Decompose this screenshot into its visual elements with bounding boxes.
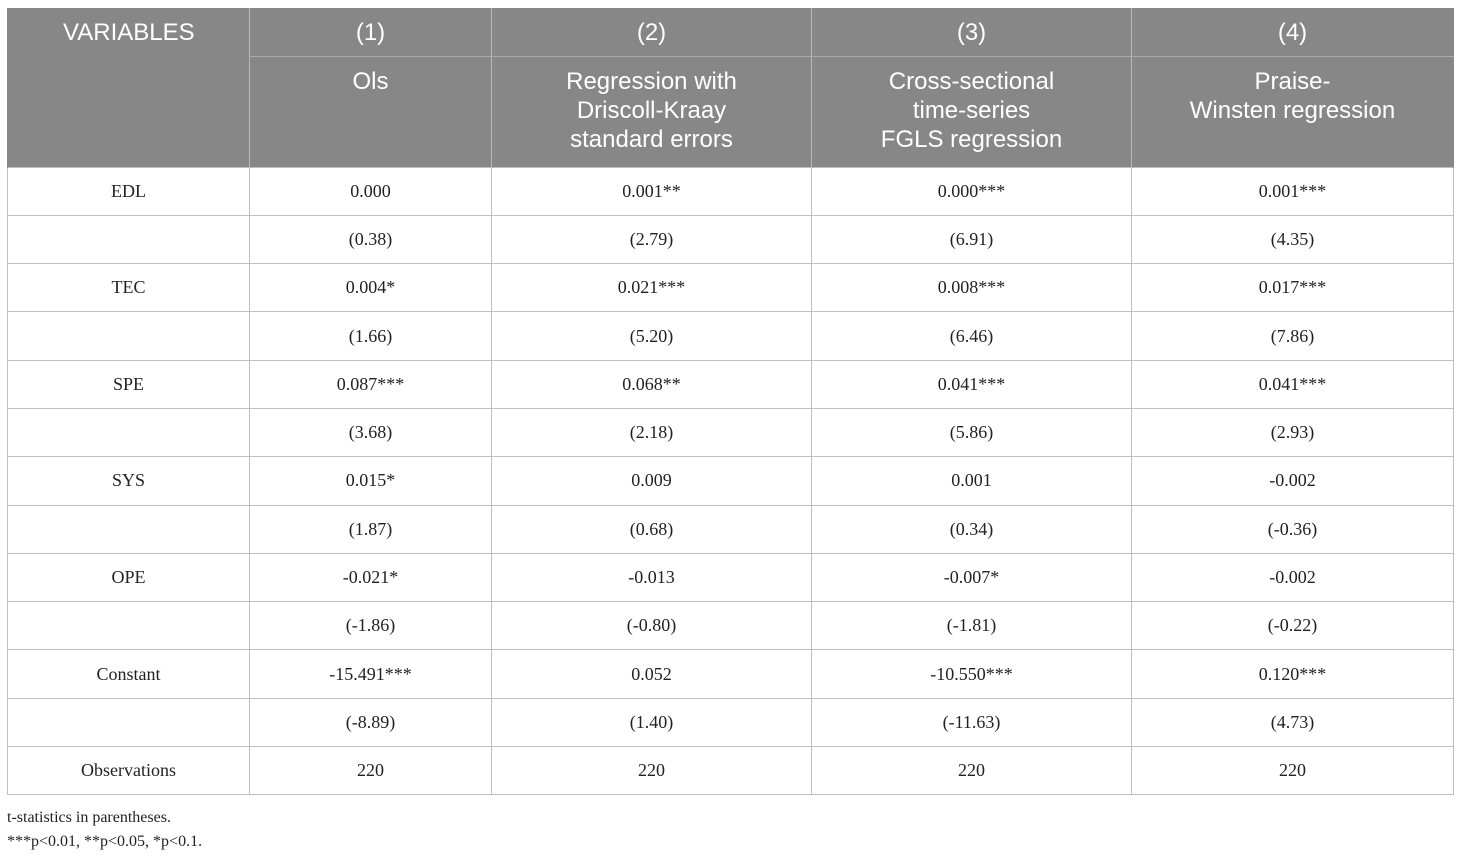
- table-notes: [7, 806, 202, 854]
- row-label: SPE: [8, 360, 250, 408]
- table-cell: (-0.80): [492, 602, 812, 650]
- table-cell: (-1.86): [250, 602, 492, 650]
- column-title-line: Ols: [352, 67, 389, 95]
- table-cell: 220: [250, 747, 492, 795]
- table-cell: 220: [812, 747, 1132, 795]
- table-cell: (-8.89): [250, 698, 492, 746]
- table-cell: -15.491***: [250, 650, 492, 698]
- column-title-line: standard errors: [570, 125, 733, 153]
- table-row: [8, 698, 1454, 746]
- table-cell: 0.087***: [250, 360, 492, 408]
- table-cell: 0.001: [812, 457, 1132, 505]
- table-row: [8, 215, 1454, 263]
- table-cell: (5.20): [492, 312, 812, 360]
- table-row: [8, 602, 1454, 650]
- table-cell: (0.68): [492, 505, 812, 553]
- table-row: [8, 408, 1454, 456]
- table-cell: (2.79): [492, 215, 812, 263]
- table-cell: -0.002: [1132, 553, 1454, 601]
- column-number: (2): [492, 8, 812, 56]
- row-label: [8, 312, 250, 360]
- table-cell: 0.120***: [1132, 650, 1454, 698]
- table-note: t-statistics in parentheses.: [7, 809, 171, 826]
- column-title: [812, 56, 1132, 167]
- row-label: [8, 602, 250, 650]
- column-number: (1): [250, 8, 492, 56]
- table-cell: 0.052: [492, 650, 812, 698]
- table-cell: (-0.36): [1132, 505, 1454, 553]
- row-label: Observations: [8, 747, 250, 795]
- table-cell: 220: [492, 747, 812, 795]
- table-cell: -0.013: [492, 553, 812, 601]
- variables-header: VARIABLES: [8, 8, 250, 167]
- table-cell: (-0.22): [1132, 602, 1454, 650]
- table-row: [8, 553, 1454, 601]
- table-cell: (2.93): [1132, 408, 1454, 456]
- column-title-line: Driscoll-Kraay: [576, 96, 727, 124]
- table-row: [8, 264, 1454, 312]
- table-cell: (-11.63): [812, 698, 1132, 746]
- table-cell: 0.041***: [812, 360, 1132, 408]
- table-cell: 0.009: [492, 457, 812, 505]
- row-label: Constant: [8, 650, 250, 698]
- table-body: [8, 167, 1454, 795]
- header-number-row: [8, 8, 1454, 56]
- table-cell: (4.73): [1132, 698, 1454, 746]
- table-cell: (1.66): [250, 312, 492, 360]
- table-cell: 0.001**: [492, 167, 812, 215]
- table-cell: 0.004*: [250, 264, 492, 312]
- table-cell: 0.068**: [492, 360, 812, 408]
- table-cell: (6.46): [812, 312, 1132, 360]
- table-cell: 220: [1132, 747, 1454, 795]
- table-cell: (0.38): [250, 215, 492, 263]
- table-cell: 0.001***: [1132, 167, 1454, 215]
- table-cell: 0.000: [250, 167, 492, 215]
- table-cell: -0.021*: [250, 553, 492, 601]
- row-label: [8, 215, 250, 263]
- table-cell: (1.40): [492, 698, 812, 746]
- table-row: [8, 360, 1454, 408]
- regression-results-table: [7, 8, 1454, 795]
- row-label: [8, 505, 250, 553]
- table-cell: (2.18): [492, 408, 812, 456]
- column-number: (4): [1132, 8, 1454, 56]
- table-cell: (6.91): [812, 215, 1132, 263]
- table-cell: -0.007*: [812, 553, 1132, 601]
- row-label: OPE: [8, 553, 250, 601]
- row-label: SYS: [8, 457, 250, 505]
- table-cell: (4.35): [1132, 215, 1454, 263]
- table-cell: 0.017***: [1132, 264, 1454, 312]
- table-header: [8, 8, 1454, 167]
- table-cell: -0.002: [1132, 457, 1454, 505]
- table-cell: (7.86): [1132, 312, 1454, 360]
- table-cell: (5.86): [812, 408, 1132, 456]
- table-cell: (0.34): [812, 505, 1132, 553]
- table-row: [8, 747, 1454, 795]
- table-note: ***p<0.01, **p<0.05, *p<0.1.: [7, 833, 203, 850]
- row-label: [8, 408, 250, 456]
- column-title-line: time-series: [912, 96, 1031, 124]
- column-title-line: Winsten regression: [1189, 96, 1396, 124]
- table-cell: 0.008***: [812, 264, 1132, 312]
- table-row: [8, 457, 1454, 505]
- row-label: TEC: [8, 264, 250, 312]
- table-row: [8, 312, 1454, 360]
- table-row: [8, 505, 1454, 553]
- table-cell: 0.015*: [250, 457, 492, 505]
- column-title-line: FGLS regression: [880, 125, 1063, 153]
- table-row: [8, 650, 1454, 698]
- column-title-line: Regression with: [566, 67, 737, 95]
- table-cell: (1.87): [250, 505, 492, 553]
- column-title: [1132, 56, 1454, 167]
- row-label: EDL: [8, 167, 250, 215]
- table-cell: 0.000***: [812, 167, 1132, 215]
- row-label: [8, 698, 250, 746]
- table-cell: (-1.81): [812, 602, 1132, 650]
- table-cell: -10.550***: [812, 650, 1132, 698]
- table-cell: 0.041***: [1132, 360, 1454, 408]
- table-row: [8, 167, 1454, 215]
- column-title-line: Praise-: [1254, 67, 1331, 95]
- table-cell: (3.68): [250, 408, 492, 456]
- table-cell: 0.021***: [492, 264, 812, 312]
- column-number: (3): [812, 8, 1132, 56]
- column-title-line: Cross-sectional: [888, 67, 1055, 95]
- column-title: [492, 56, 812, 167]
- regression-results-table-container: [7, 8, 1453, 795]
- column-title: [250, 56, 492, 167]
